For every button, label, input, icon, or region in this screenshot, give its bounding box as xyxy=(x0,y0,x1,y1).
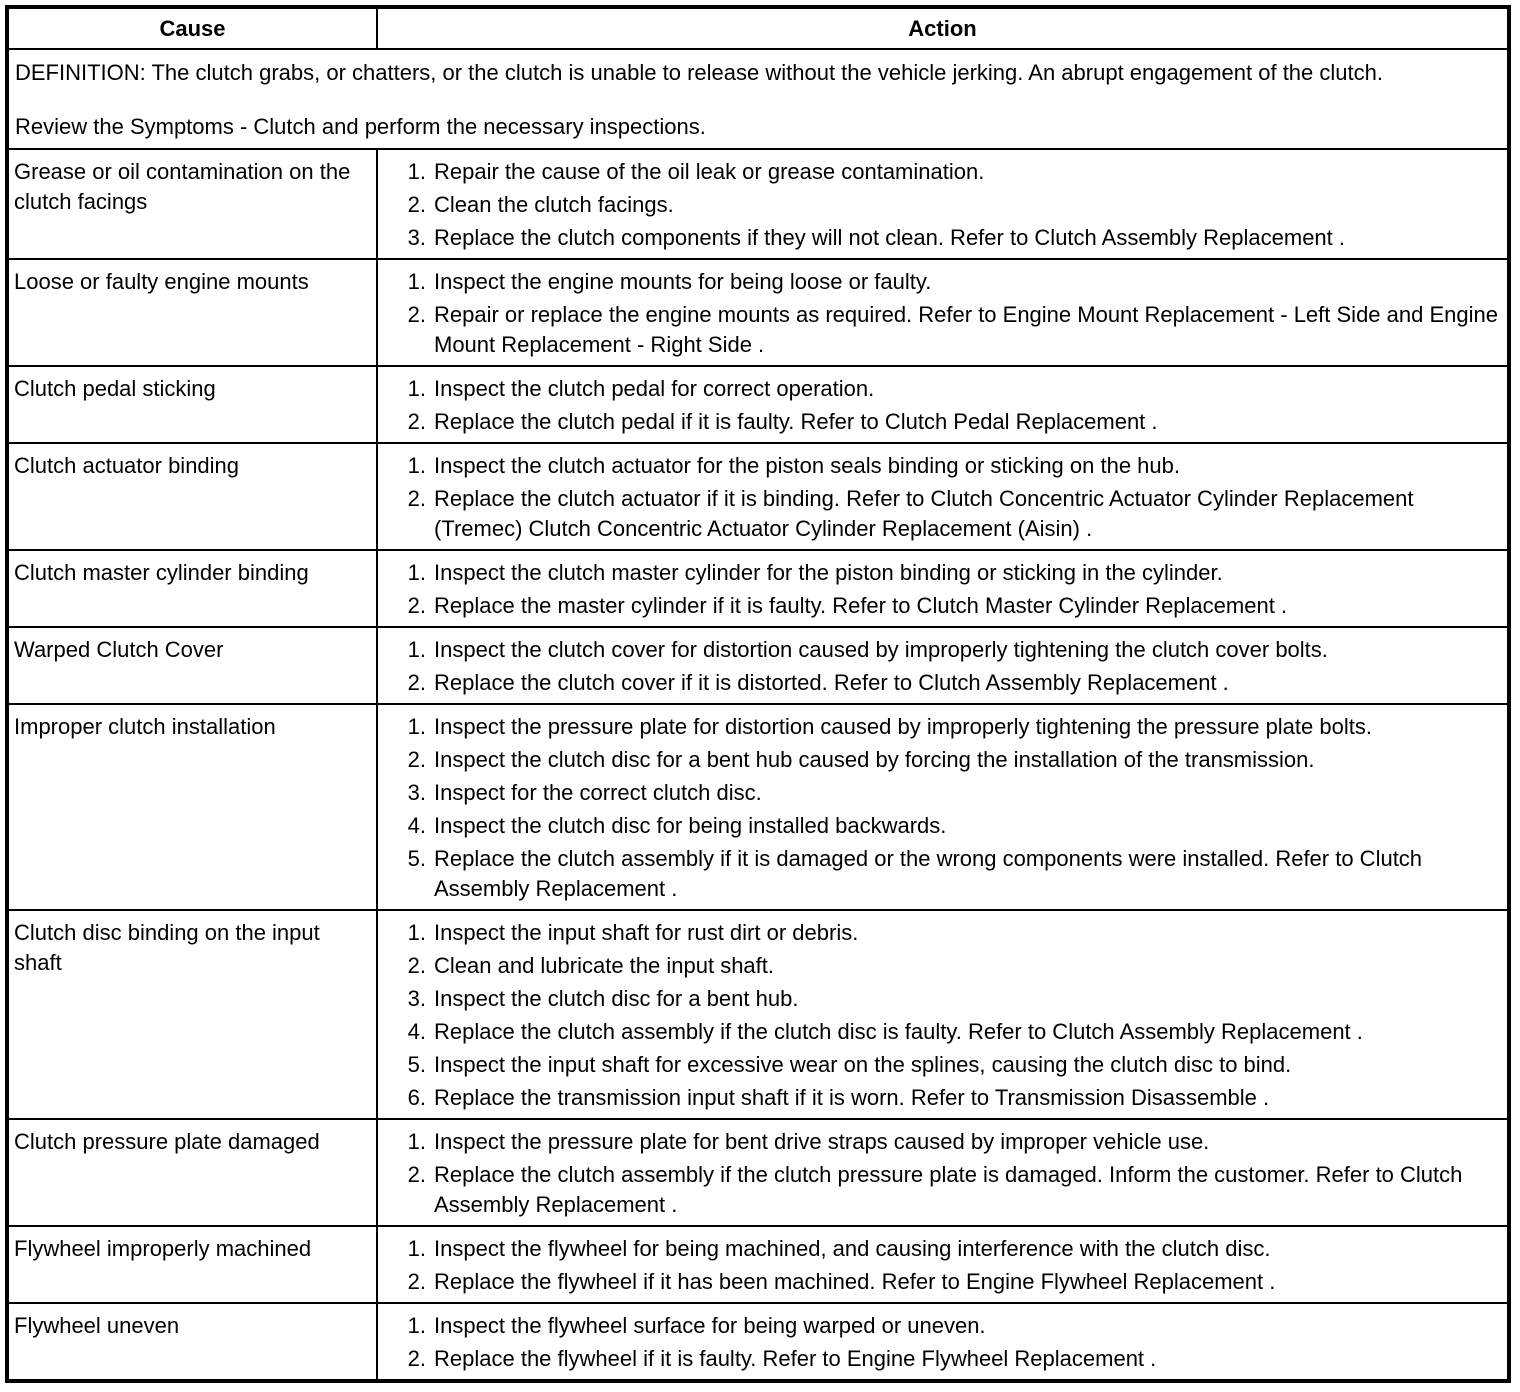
step-number: 2. xyxy=(407,1269,426,1294)
step-text: Inspect the clutch actuator for the piston seals binding or sticking on the hub. xyxy=(434,453,1181,478)
step-text: Inspect the flywheel for being machined, and causing interference with the clutch disc. xyxy=(434,1236,1271,1261)
action-cell xyxy=(377,149,1509,259)
table-body xyxy=(7,49,1509,1381)
action-cell xyxy=(377,443,1509,550)
cause-cell: Clutch actuator binding xyxy=(7,443,377,550)
table-row xyxy=(7,627,1509,704)
step-text: Replace the clutch pedal if it is faulty. Refer to Clutch Pedal Replacement . xyxy=(434,409,1158,434)
action-step xyxy=(386,668,1501,698)
step-number: 2. xyxy=(407,1162,426,1187)
table-row xyxy=(7,149,1509,259)
table-row xyxy=(7,1119,1509,1226)
action-cell xyxy=(377,1226,1509,1303)
step-text: Inspect the clutch disc for a bent hub caused by forcing the installation of the transmission. xyxy=(434,747,1315,772)
step-text: Replace the flywheel if it has been machined. Refer to Engine Flywheel Replacement . xyxy=(434,1269,1276,1294)
step-number: 2. xyxy=(407,486,426,511)
step-text: Replace the flywheel if it is faulty. Refer to Engine Flywheel Replacement . xyxy=(434,1346,1157,1371)
action-steps-list xyxy=(386,918,1501,1113)
action-cell xyxy=(377,550,1509,627)
step-text: Repair the cause of the oil leak or grease contamination. xyxy=(434,159,985,184)
review-symptoms-text: Review the Symptoms - Clutch and perform the necessary inspections. xyxy=(15,114,706,139)
step-text: Inspect the pressure plate for distortion caused by improperly tightening the pressure plate bolts. xyxy=(434,714,1372,739)
action-steps-list xyxy=(386,635,1501,698)
step-text: Replace the clutch assembly if it is damaged or the wrong components were installed. Refer to Clutch Assembly Replacement . xyxy=(434,846,1423,901)
action-step xyxy=(386,1017,1501,1047)
definition-cell xyxy=(7,49,1509,149)
action-steps-list xyxy=(386,374,1501,437)
action-step xyxy=(386,300,1501,360)
action-cell xyxy=(377,259,1509,366)
definition-text: DEFINITION: The clutch grabs, or chatters, or the clutch is unable to release without the vehicle jerking. An abrupt engagement of the clutch. xyxy=(15,60,1383,85)
action-step xyxy=(386,918,1501,948)
action-step xyxy=(386,451,1501,481)
step-text: Inspect the input shaft for excessive wear on the splines, causing the clutch disc to bind. xyxy=(434,1052,1292,1077)
step-number: 1. xyxy=(407,1129,426,1154)
step-number: 1. xyxy=(407,1236,426,1261)
cause-cell: Clutch pedal sticking xyxy=(7,366,377,443)
step-text: Inspect the clutch master cylinder for the piston binding or sticking in the cylinder. xyxy=(434,560,1223,585)
action-step xyxy=(386,591,1501,621)
action-cell xyxy=(377,1119,1509,1226)
action-steps-list xyxy=(386,558,1501,621)
table-row xyxy=(7,1303,1509,1381)
step-number: 3. xyxy=(407,225,426,250)
step-number: 2. xyxy=(407,302,426,327)
step-text: Replace the clutch actuator if it is binding. Refer to Clutch Concentric Actuator Cylinder Replacement (Tremec) Clutch Concentric Actuator Cylinder Replacement (Aisin) . xyxy=(434,486,1414,541)
action-step xyxy=(386,811,1501,841)
table-row xyxy=(7,1226,1509,1303)
table-row xyxy=(7,550,1509,627)
step-number: 2. xyxy=(407,1346,426,1371)
step-number: 2. xyxy=(407,670,426,695)
action-step xyxy=(386,745,1501,775)
cause-cell: Loose or faulty engine mounts xyxy=(7,259,377,366)
action-steps-list xyxy=(386,712,1501,904)
action-step xyxy=(386,984,1501,1014)
action-step xyxy=(386,1127,1501,1157)
step-text: Repair or replace the engine mounts as required. Refer to Engine Mount Replacement - Left Side and Engine Mount Replacement - Right Side . xyxy=(434,302,1498,357)
action-cell xyxy=(377,366,1509,443)
action-step xyxy=(386,190,1501,220)
action-step xyxy=(386,1267,1501,1297)
step-text: Replace the clutch components if they will not clean. Refer to Clutch Assembly Replacement . xyxy=(434,225,1346,250)
action-step xyxy=(386,635,1501,665)
action-step xyxy=(386,951,1501,981)
step-text: Replace the clutch assembly if the clutch pressure plate is damaged. Inform the customer. Refer to Clutch Assembly Replacement . xyxy=(434,1162,1463,1217)
action-step xyxy=(386,1311,1501,1341)
step-number: 1. xyxy=(407,269,426,294)
step-text: Replace the clutch assembly if the clutch disc is faulty. Refer to Clutch Assembly Replacement . xyxy=(434,1019,1363,1044)
step-text: Replace the clutch cover if it is distorted. Refer to Clutch Assembly Replacement . xyxy=(434,670,1229,695)
step-text: Inspect the clutch pedal for correct operation. xyxy=(434,376,875,401)
step-number: 6. xyxy=(407,1085,426,1110)
step-number: 1. xyxy=(407,560,426,585)
step-text: Inspect the input shaft for rust dirt or debris. xyxy=(434,920,859,945)
step-text: Clean the clutch facings. xyxy=(434,192,674,217)
action-step xyxy=(386,778,1501,808)
action-cell xyxy=(377,704,1509,910)
cause-cell: Clutch pressure plate damaged xyxy=(7,1119,377,1226)
diagnostic-table xyxy=(5,5,1511,1383)
header-row xyxy=(7,7,1509,49)
action-cell xyxy=(377,627,1509,704)
step-number: 1. xyxy=(407,1313,426,1338)
step-text: Inspect the engine mounts for being loose or faulty. xyxy=(434,269,932,294)
table-row xyxy=(7,443,1509,550)
action-step xyxy=(386,484,1501,544)
step-text: Inspect for the correct clutch disc. xyxy=(434,780,762,805)
cause-cell: Improper clutch installation xyxy=(7,704,377,910)
cause-cell: Clutch disc binding on the input shaft xyxy=(7,910,377,1119)
action-step xyxy=(386,1160,1501,1220)
action-cell xyxy=(377,1303,1509,1381)
definition-row xyxy=(7,49,1509,149)
step-number: 4. xyxy=(407,813,426,838)
step-number: 2. xyxy=(407,409,426,434)
step-text: Replace the master cylinder if it is faulty. Refer to Clutch Master Cylinder Replacement . xyxy=(434,593,1288,618)
cause-column-header: Cause xyxy=(7,7,377,49)
step-number: 1. xyxy=(407,714,426,739)
action-cell xyxy=(377,910,1509,1119)
action-step xyxy=(386,1083,1501,1113)
action-step xyxy=(386,1344,1501,1374)
step-number: 1. xyxy=(407,376,426,401)
action-step xyxy=(386,407,1501,437)
table-row xyxy=(7,259,1509,366)
table-row xyxy=(7,910,1509,1119)
table-row xyxy=(7,704,1509,910)
step-number: 3. xyxy=(407,986,426,1011)
step-number: 1. xyxy=(407,159,426,184)
cause-cell: Flywheel uneven xyxy=(7,1303,377,1381)
step-number: 2. xyxy=(407,192,426,217)
step-number: 4. xyxy=(407,1019,426,1044)
step-text: Inspect the flywheel surface for being warped or uneven. xyxy=(434,1313,986,1338)
action-step xyxy=(386,844,1501,904)
step-text: Inspect the clutch disc for being installed backwards. xyxy=(434,813,947,838)
table-row xyxy=(7,366,1509,443)
cause-cell: Warped Clutch Cover xyxy=(7,627,377,704)
cause-cell: Grease or oil contamination on the clutch facings xyxy=(7,149,377,259)
action-steps-list xyxy=(386,1311,1501,1374)
step-text: Clean and lubricate the input shaft. xyxy=(434,953,775,978)
action-step xyxy=(386,157,1501,187)
step-number: 5. xyxy=(407,846,426,871)
step-text: Inspect the pressure plate for bent drive straps caused by improper vehicle use. xyxy=(434,1129,1210,1154)
step-number: 1. xyxy=(407,637,426,662)
step-number: 3. xyxy=(407,780,426,805)
step-number: 2. xyxy=(407,953,426,978)
step-number: 1. xyxy=(407,920,426,945)
action-steps-list xyxy=(386,157,1501,253)
action-steps-list xyxy=(386,451,1501,544)
action-step xyxy=(386,558,1501,588)
action-step xyxy=(386,223,1501,253)
step-number: 2. xyxy=(407,747,426,772)
action-step xyxy=(386,1050,1501,1080)
cause-cell: Flywheel improperly machined xyxy=(7,1226,377,1303)
action-step xyxy=(386,267,1501,297)
action-steps-list xyxy=(386,1234,1501,1297)
step-text: Replace the transmission input shaft if it is worn. Refer to Transmission Disassemble . xyxy=(434,1085,1270,1110)
action-steps-list xyxy=(386,1127,1501,1220)
step-text: Inspect the clutch cover for distortion caused by improperly tightening the clutch cover bolts. xyxy=(434,637,1328,662)
step-number: 2. xyxy=(407,593,426,618)
step-number: 1. xyxy=(407,453,426,478)
action-step xyxy=(386,712,1501,742)
action-steps-list xyxy=(386,267,1501,360)
step-number: 5. xyxy=(407,1052,426,1077)
action-step xyxy=(386,1234,1501,1264)
action-step xyxy=(386,374,1501,404)
action-column-header: Action xyxy=(377,7,1509,49)
step-text: Inspect the clutch disc for a bent hub. xyxy=(434,986,799,1011)
cause-cell: Clutch master cylinder binding xyxy=(7,550,377,627)
